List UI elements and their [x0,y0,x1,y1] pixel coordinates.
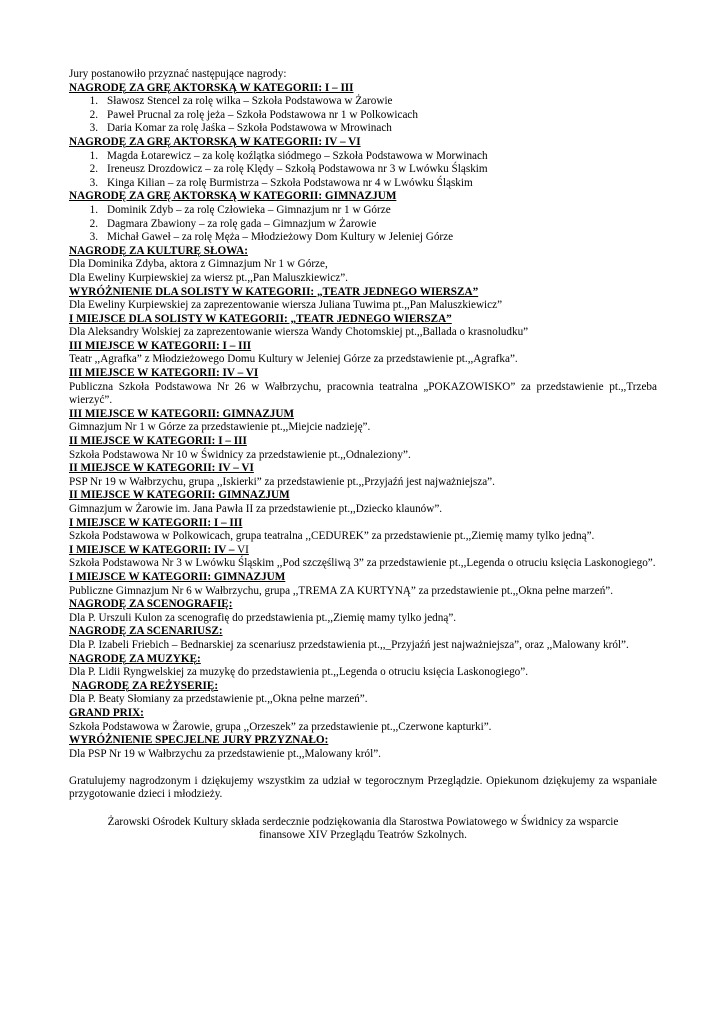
list-item: 1. Sławosz Stencel za rolę wilka – Szkoła Podstawowa w Żarowie [89,95,393,108]
section-heading-special-distinction: WYRÓŻNIENIE SPECJELNE JURY PRZYZNAŁO: [69,734,329,747]
section-heading-speech-culture: NAGRODĘ ZA KULTURĘ SŁOWA: [69,244,248,257]
award-text: Szkoła Podstawowa w Żarowie, grupa ,,Orzeszek” za przedstawienie pt.,,Czerwone kapturki”. [69,720,492,733]
award-text: Dla Eweliny Kurpiewskiej za wiersz pt.,,Pan Maluszkiewicz”. [69,271,348,284]
list-item: 3. Daria Komar za rolę Jaśka – Szkoła Podstawowa w Mrowinach [89,122,392,135]
award-text: Dla P. Lidii Ryngwelskiej za muzykę do przedstawienia pt.,,Legenda o otruciu księcia Laskonogiego”. [69,666,529,679]
section-heading-first-place-gimnazjum: I MIEJSCE W KATEGORII: GIMNAZJUM [69,570,286,583]
list-item: 2. Paweł Prucnal za rolę jeża – Szkoła Podstawowa nr 1 w Polkowicach [89,108,418,121]
section-heading-acting-1-3: NAGRODĘ ZA GRĘ AKTORSKĄ W KATEGORII: I – III [69,81,354,94]
section-heading-music: NAGRODĘ ZA MUZYKĘ: [69,652,201,665]
award-text: Dla PSP Nr 19 w Wałbrzychu za przedstawienie pt.,,Malowany król”. [69,747,381,760]
list-item: 1. Magda Łotarewicz – za kolę koźlątka siódmego – Szkoła Podstawowa w Morwinach [89,149,488,162]
section-heading-grand-prix: GRAND PRIX: [69,706,144,719]
section-heading-third-place-4-6: III MIEJSCE W KATEGORII: IV – VI [69,367,259,380]
section-heading-second-place-1-3: II MIEJSCE W KATEGORII: I – III [69,435,247,448]
intro-text: Jury postanowiło przyznać następujące nagrody: [69,68,287,80]
award-text: Dla P. Beaty Słomiany za przedstawienie pt.,,Okna pełne marzeń”. [69,693,368,706]
award-text: Szkoła Podstawowa Nr 3 w Lwówku Śląskim ,,Pod szczęśliwą 3” za przedstawienie pt.,,Legenda o otruciu księcia Laskonogiego”. [69,557,656,570]
section-heading-acting-gimnazjum: NAGRODĘ ZA GRĘ AKTORSKĄ W KATEGORII: GIMNAZJUM [69,190,397,203]
award-text: Dla P. Izabeli Friebich – Bednarskiej za scenariusz przedstawienia pt.,,_Przyjaźń jest najważniejsza”, oraz ,,Malowany król”. [69,638,629,651]
section-heading-soloist-distinction: WYRÓŻNIENIE DLA SOLISTY W KATEGORII: „TEATR JEDNEGO WIERSZA” [69,285,479,298]
award-text: Gimnazjum w Żarowie im. Jana Pawła II za przedstawienie pt.,,Dziecko klaunów”. [69,503,443,515]
award-text: Teatr ,,Agrafka” z Młodzieżowego Domu Kultury w Jeleniej Górze za przedstawienie pt.,,Agrafka”. [69,353,518,366]
award-text: Publiczna Szkoła Podstawowa Nr 26 w Wałbrzychu, pracownia teatralna „POKAZOWISKO” za przedstawienie pt.,,Trzeba wierzyć”. [69,380,657,407]
award-text: Dla P. Urszuli Kulon za scenografię do przedstawienia pt.,,Ziemię mamy tylko jedną”. [69,611,457,624]
list-item: 3. Michał Gaweł – za rolę Męża – Młodzieżowy Dom Kultury w Jeleniej Górze [89,231,454,244]
section-heading-second-place-4-6: II MIEJSCE W KATEGORII: IV – VI [69,462,254,475]
section-heading-acting-4-6: NAGRODĘ ZA GRĘ AKTORSKĄ W KATEGORII: IV – VI [69,135,361,148]
closing-paragraph: Gratulujemy nagrodzonym i dziękujemy wszystkim za udział w tegorocznym Przeglądzie. Opiekunom dziękujemy za wspaniałe przygotowanie dzieci i młodzieży. [69,774,657,801]
list-item: 2. Dagmara Zbawiony – za rolę gada – Gimnazjum w Żarowie [89,217,377,230]
award-text: Dla Aleksandry Wolskiej za zaprezentowanie wiersza Wandy Chotomskiej pt.,,Ballada o krasnoludku” [69,326,529,339]
award-text: Publiczne Gimnazjum Nr 6 w Wałbrzychu, grupa ,,TREMA ZA KURTYNĄ” za przedstawienie pt.,,Okna pełne marzeń”. [69,584,614,597]
section-heading-directing: NAGRODĘ ZA REŻYSERIĘ: [72,679,219,692]
list-item: 2. Ireneusz Drozdowicz – za rolę Klędy – Szkołą Podstawowa nr 3 w Lwówku Śląskim [89,163,488,176]
section-heading-screenplay: NAGRODĘ ZA SCENARIUSZ: [69,625,223,638]
list-item: 1. Dominik Zdyb – za rolę Człowieka – Gimnazjum nr 1 w Górze [89,203,391,216]
award-text: Szkoła Podstawowa w Polkowicach, grupa teatralna ,,CEDUREK” za przedstawienie pt.,,Ziemię mamy tylko jedną”. [69,530,595,543]
section-heading-first-place-1-3: I MIEJSCE W KATEGORII: I – III [69,516,243,529]
award-text: PSP Nr 19 w Wałbrzychu, grupa ,,Iskierki” za przedstawienie pt.,,Przyjaźń jest najważniejsza”. [69,475,495,488]
document-page [69,68,657,843]
section-heading-second-place-gimnazjum: II MIEJSCE W KATEGORII: GIMNAZJUM [69,489,290,502]
section-heading-first-place-4-6: I MIEJSCE W KATEGORII: IV – VI [69,543,249,556]
award-text: Szkoła Podstawowa Nr 10 w Świdnicy za przedstawienie pt.,,Odnaleziony”. [69,448,411,461]
section-heading-soloist-first-place: I MIEJSCE DLA SOLISTY W KATEGORII: „TEATR JEDNEGO WIERSZA” [69,312,452,325]
section-heading-third-place-gimnazjum: III MIEJSCE W KATEGORII: GIMNAZJUM [69,407,295,420]
award-text: Gimnazjum Nr 1 w Górze za przedstawienie pt.,,Miejcie nadzieję”. [69,421,371,434]
award-text: Dla Dominika Zdyba, aktora z Gimnazjum Nr 1 w Górze, [69,258,328,271]
award-text: Dla Eweliny Kurpiewskiej za zaprezentowanie wiersza Juliana Tuwima pt.,,Pan Maluszkiewicz” [69,299,503,312]
thanks-paragraph: Żarowski Ośrodek Kultury składa serdecznie podziękowania dla Starostwa Powiatowego w Świdnicy za wsparcie finansowe XIV Przeglądu Teatrów Szkolnych. [107,815,619,842]
section-heading-scenography: NAGRODĘ ZA SCENOGRAFIĘ: [69,598,233,611]
list-item: 3. Kinga Kilian – za rolę Burmistrza – Szkoła Podstawowa nr 4 w Lwówku Śląskim [89,176,473,189]
section-heading-third-place-1-3: III MIEJSCE W KATEGORII: I – III [69,339,252,352]
